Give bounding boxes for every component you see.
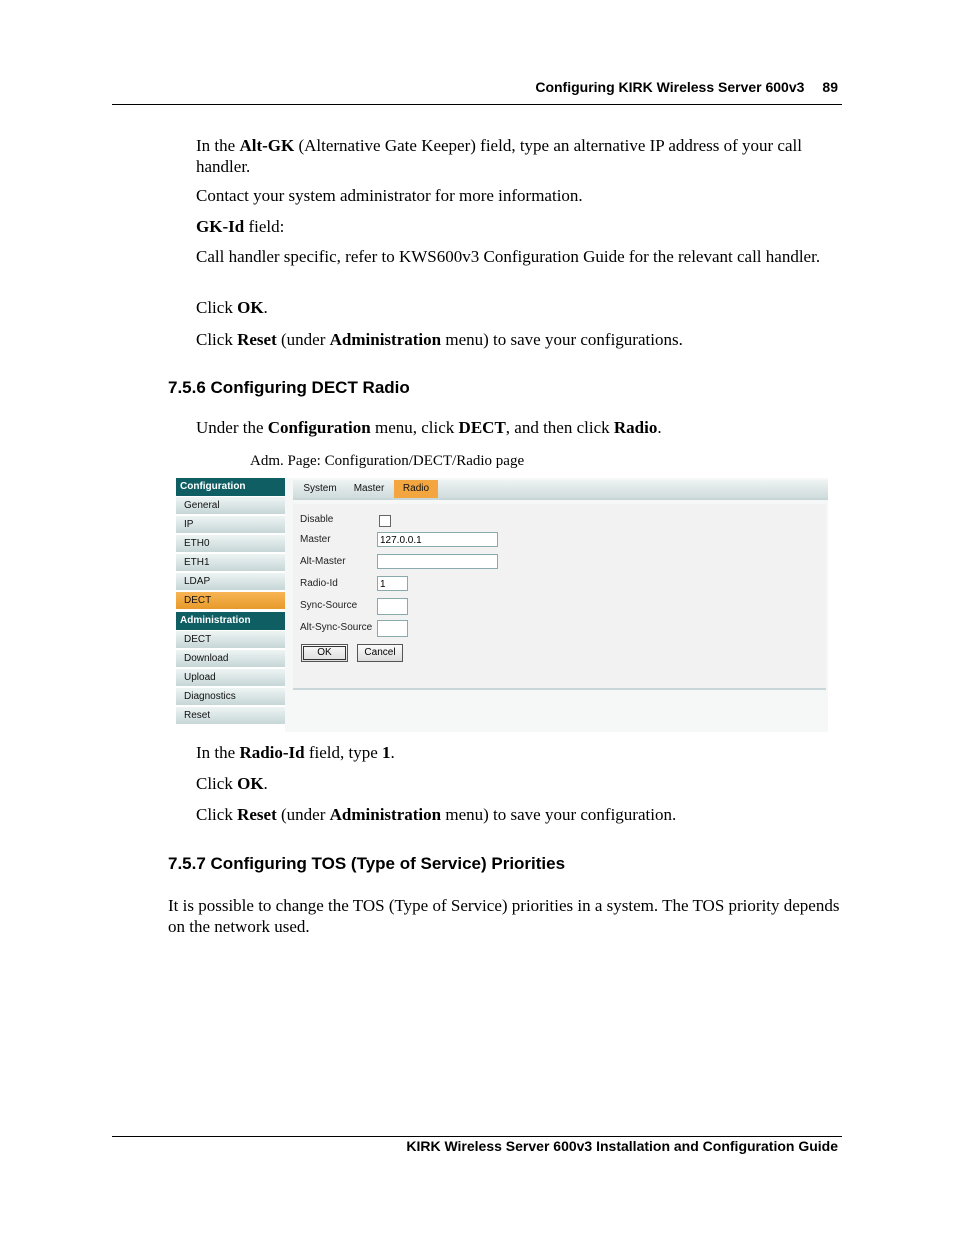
footer-title: KIRK Wireless Server 600v3 Installation and Configuration Guide — [406, 1138, 838, 1154]
tab-radio[interactable]: Radio — [394, 480, 438, 498]
sidebar-item-ip[interactable]: IP — [176, 516, 285, 533]
click-reset-paragraph-2: Click Reset (under Administration menu) to save your configuration. — [196, 805, 677, 824]
alt-gk-paragraph: In the Alt-GK (Alternative Gate Keeper) field, type an alternative IP address of your call handler. — [196, 136, 802, 176]
alt-sync-source-label: Alt-Sync-Source — [300, 622, 373, 633]
running-header — [535, 79, 838, 95]
click-ok-paragraph: Click OK. — [196, 298, 268, 317]
header-title: Configuring KIRK Wireless Server 600v3 — [535, 79, 805, 95]
call-handler-paragraph: Call handler specific, refer to KWS600v3 Configuration Guide for the relevant call handler. — [196, 247, 821, 266]
sync-source-label: Sync-Source — [300, 600, 358, 611]
master-label: Master — [300, 534, 331, 545]
navigate-paragraph: Under the Configuration menu, click DECT, and then click Radio. — [196, 418, 662, 437]
click-reset-paragraph: Click Reset (under Administration menu) to save your configurations. — [196, 330, 683, 349]
cancel-button[interactable]: Cancel — [357, 644, 403, 662]
sidebar-item-eth1[interactable]: ETH1 — [176, 554, 285, 571]
alt-master-input[interactable] — [377, 554, 498, 569]
admin-page-screenshot — [176, 478, 828, 732]
header-rule — [112, 104, 842, 105]
section-heading-7-5-6: 7.5.6 Configuring DECT Radio — [168, 378, 410, 397]
sidebar-nav — [176, 478, 285, 732]
tos-paragraph: It is possible to change the TOS (Type of Service) priorities in a system. The TOS priority depends on the network used. — [168, 896, 840, 936]
master-input[interactable]: 127.0.0.1 — [377, 532, 498, 547]
sidebar-item-diagnostics[interactable]: Diagnostics — [176, 688, 285, 705]
disable-checkbox[interactable] — [379, 515, 391, 527]
click-ok-paragraph-2: Click OK. — [196, 774, 268, 793]
content-area — [293, 478, 828, 732]
ok-button[interactable]: OK — [301, 644, 348, 662]
radio-id-input[interactable]: 1 — [377, 576, 408, 591]
contact-admin-paragraph: Contact your system administrator for more information. — [196, 186, 583, 205]
gk-id-paragraph: GK-Id field: — [196, 217, 285, 236]
disable-label: Disable — [300, 514, 334, 525]
sidebar-item-eth0[interactable]: ETH0 — [176, 535, 285, 552]
sidebar-item-general[interactable]: General — [176, 497, 285, 514]
alt-master-label: Alt-Master — [300, 556, 346, 567]
footer-rule — [112, 1136, 842, 1137]
config-menu-header: Configuration — [176, 478, 285, 496]
sidebar-item-admin-dect[interactable]: DECT — [176, 631, 285, 648]
tab-master[interactable]: Master — [353, 483, 385, 494]
sidebar-item-ldap[interactable]: LDAP — [176, 573, 285, 590]
radio-id-label: Radio-Id — [300, 578, 338, 589]
sidebar-item-reset[interactable]: Reset — [176, 707, 285, 724]
sidebar-item-download[interactable]: Download — [176, 650, 285, 667]
section-heading-7-5-7: 7.5.7 Configuring TOS (Type of Service) Priorities — [168, 854, 566, 873]
page-number: 89 — [822, 79, 838, 95]
sidebar-item-upload[interactable]: Upload — [176, 669, 285, 686]
sync-source-input[interactable] — [377, 598, 408, 615]
sidebar-item-dect[interactable]: DECT — [176, 592, 285, 609]
radio-id-instruction: In the Radio-Id field, type 1. — [196, 743, 395, 762]
tab-system[interactable]: System — [303, 483, 337, 494]
alt-sync-source-input[interactable] — [377, 620, 408, 637]
radio-form-panel — [293, 504, 826, 690]
tab-bar — [293, 480, 828, 500]
figure-caption: Adm. Page: Configuration/DECT/Radio page — [250, 453, 525, 469]
admin-menu-header: Administration — [176, 612, 285, 630]
